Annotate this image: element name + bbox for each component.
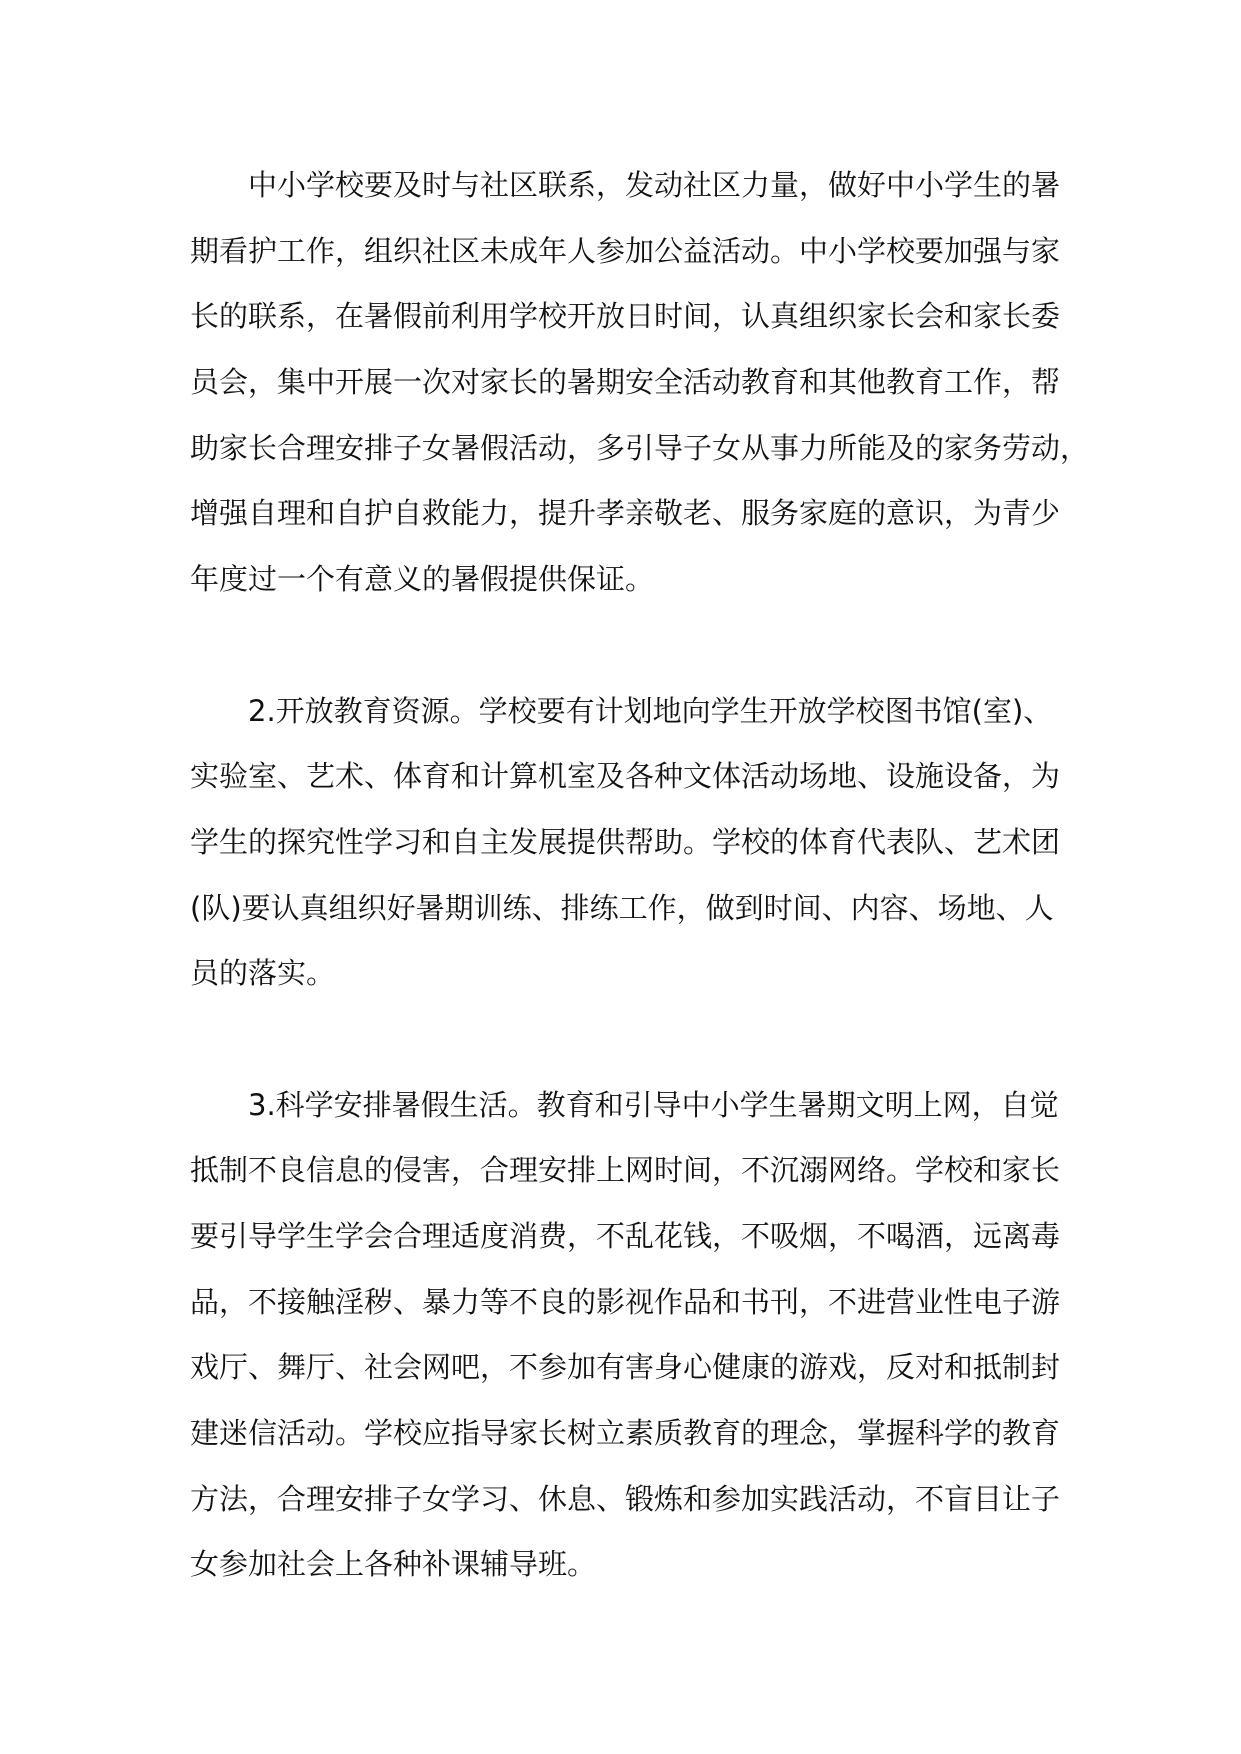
paragraph-line: 员的落实。 [190,956,336,991]
paragraph-line: 增强自理和自护自救能力，提升孝亲敬老、服务家庭的意识，为青少 [190,496,1061,531]
paragraph-line: (队)要认真组织好暑期训练、排练工作，做到时间、内容、场地、人 [190,890,1054,925]
paragraph-1 [190,153,1090,613]
document-body [190,153,1090,1598]
paragraph-line: 实验室、艺术、体育和计算机室及各种文体活动场地、设施设备，为 [190,759,1061,794]
paragraph-line: 3.科学安排暑假生活。教育和引导中小学生暑期文明上网，自觉 [248,1087,1059,1122]
paragraph-line: 要引导学生学会合理适度消费，不乱花钱，不吸烟，不喝酒，远离毒 [190,1219,1061,1253]
paragraph-line: 学生的探究性学习和自主发展提供帮助。学校的体育代表队、艺术团 [190,824,1061,859]
paragraph-3 [190,1073,1090,1599]
paragraph-line: 长的联系，在暑假前利用学校开放日时间，认真组织家长会和家长委 [190,299,1061,334]
paragraph-line: 助家长合理安排子女暑假活动，多引导子女从事力所能及的家务劳动， [190,430,1090,465]
paragraph-line: 建迷信活动。学校应指导家长树立素质教育的理念，掌握科学的教育 [190,1416,1061,1451]
paragraph-line: 中小学校要及时与社区联系，发动社区力量，做好中小学生的暑 [248,168,1061,202]
paragraph-line: 方法，合理安排子女学习、休息、锻炼和参加实践活动，不盲目让子 [190,1481,1061,1516]
paragraph-2 [190,679,1090,1007]
paragraph-line: 抵制不良信息的侵害，合理安排上网时间，不沉溺网络。学校和家长 [190,1153,1061,1188]
paragraph-line: 期看护工作，组织社区未成年人参加公益活动。中小学校要加强与家 [190,233,1061,268]
paragraph-line: 女参加社会上各种补课辅导班。 [190,1547,597,1582]
paragraph-line: 戏厅、舞厅、社会网吧，不参加有害身心健康的游戏，反对和抵制封 [190,1350,1061,1385]
paragraph-line: 品，不接触淫秽、暴力等不良的影视作品和书刊，不进营业性电子游 [190,1284,1061,1319]
paragraph-line: 年度过一个有意义的暑假提供保证。 [190,562,655,597]
paragraph-line: 2.开放教育资源。学校要有计划地向学生开放学校图书馆(室)、 [248,693,1053,728]
paragraph-line: 员会，集中开展一次对家长的暑期安全活动教育和其他教育工作，帮 [190,365,1061,400]
